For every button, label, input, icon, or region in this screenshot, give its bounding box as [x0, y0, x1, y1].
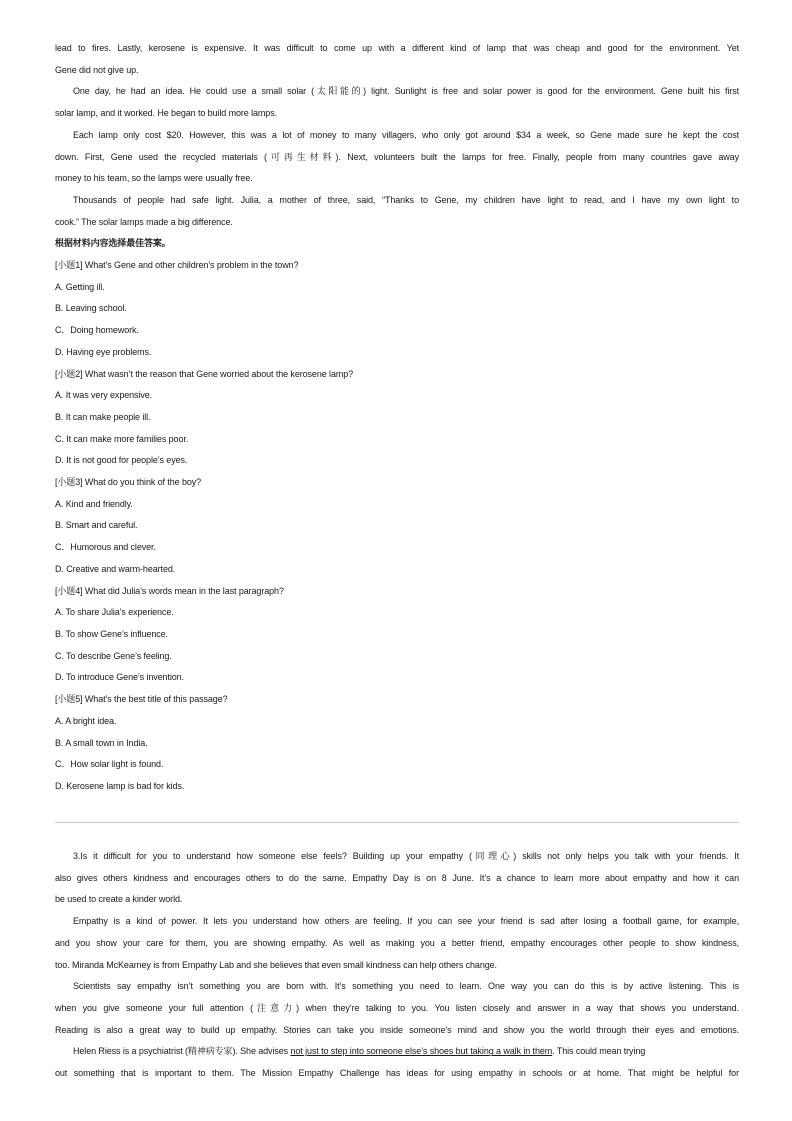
option: C. It can make more families poor.	[55, 433, 189, 444]
question-stem: [小题2] What wasn’t the reason that Gene worried about the kerosene lamp?	[55, 368, 354, 379]
option: A. It was very expensive.	[55, 390, 153, 401]
passage-line: out something that is important to them. The Mission Empathy Challenge has ideas for using empathy in schools or at home. That might be helpful for	[55, 1068, 739, 1079]
passage-line: 3.Is it difficult for you to understand how someone else feels? Building up your empathy (同理心) skills not only helps you talk with your friends. It	[73, 851, 739, 861]
question-stem: [小题5] What’s the best title of this passage?	[55, 694, 228, 705]
passage-line: also gives others kindness and encourages others to do the same. Empathy Day is on 8 June. It’s a chance to learn more about empathy and how it can	[55, 872, 739, 883]
question-5	[55, 689, 739, 798]
question-1	[55, 255, 739, 364]
passage-line: be used to create a kinder world.	[55, 894, 183, 905]
option: D. Kerosene lamp is bad for kids.	[55, 780, 185, 791]
line-text: Helen Riess is a psychiatrist (精神病专家). She advises	[73, 1046, 291, 1057]
option: D. To introduce Gene’s invention.	[55, 672, 184, 683]
option: D. It is not good for people’s eyes.	[55, 455, 188, 466]
passage-line: down. First, Gene used the recycled materials (可再生材料). Next, volunteers built the lamps for free. Finally, people from many countries gave away	[55, 151, 739, 162]
passage-line: Empathy is a kind of power. It lets you understand how others are feeling. If you can see your friend is sad after losing a football game, for example,	[73, 916, 739, 927]
passage-line: cook.” The solar lamps made a big difference.	[55, 216, 233, 227]
instruction: 根据材料内容选择最佳答案。	[55, 238, 171, 249]
question-stem: [小题3] What do you think of the boy?	[55, 477, 202, 488]
option: B. Leaving school.	[55, 303, 127, 314]
passage-line: and you show your care for them, you are showing empathy. As well as making you a better friend, empathy encourages other people to show kindness,	[55, 937, 739, 948]
option: C．Doing homework.	[55, 325, 139, 336]
option: B. It can make people ill.	[55, 411, 151, 422]
passage-line: solar lamp, and it worked. He began to build more lamps.	[55, 108, 278, 119]
option: C．Humorous and clever.	[55, 542, 156, 553]
option: A. Getting ill.	[55, 281, 105, 292]
option: A. To share Julia’s experience.	[55, 607, 174, 618]
passage-line: Scientists say empathy isn’t something you are born with. It’s something you need to learn. One way you can do this is by active listening. This is	[73, 981, 739, 992]
option: C. To describe Gene’s feeling.	[55, 650, 172, 661]
option: B. A small town in India.	[55, 737, 148, 748]
passage-line: when you give someone your full attention (注意力) when they’re talking to you. You listen closely and answer in a way that shows you understand.	[55, 1002, 739, 1013]
passage-line: Each lamp only cost $20. However, this was a lot of money to many villagers, who only got around $34 a week, so Gene made sure he kept the cost	[73, 129, 739, 140]
passage-line: One day, he had an idea. He could use a small solar (太阳能的) light. Sunlight is free and solar power is good for the environment. Gene built his first	[73, 86, 739, 97]
question-2	[55, 364, 739, 473]
option: A. Kind and friendly.	[55, 498, 133, 509]
option: C．How solar light is found.	[55, 759, 164, 770]
question-stem: [小题1] What’s Gene and other children’s problem in the town?	[55, 260, 299, 271]
passage-line	[55, 1041, 739, 1063]
underlined-phrase: not just to step into someone else’s shoes but taking a walk in them	[290, 1046, 553, 1057]
passage-line: Gene did not give up.	[55, 64, 139, 75]
passage-3	[55, 846, 739, 1085]
question-3	[55, 472, 739, 581]
option: D. Creative and warm-hearted.	[55, 563, 176, 574]
question-4	[55, 581, 739, 690]
section-divider	[55, 822, 739, 823]
passage-line: too. Miranda McKearney is from Empathy Lab and she believes that even small kindness can help others change.	[55, 959, 497, 970]
option: B. To show Gene’s influence.	[55, 628, 168, 639]
option: D. Having eye problems.	[55, 346, 152, 357]
line-text: . This could mean trying	[552, 1046, 646, 1057]
passage-line: lead to fires. Lastly, kerosene is expensive. It was difficult to come up with a different kind of lamp that was cheap and good for the environment. Yet	[55, 43, 739, 53]
passage-line: Thousands of people had safe light. Julia, a mother of three, said, “Thanks to Gene, my children have light to read, and I have my own light to	[73, 194, 739, 205]
option: A. A bright idea.	[55, 715, 117, 726]
passage-line: money to his team, so the lamps were usually free.	[55, 173, 253, 184]
option: B. Smart and careful.	[55, 520, 138, 531]
question-stem: [小题4] What did Julia’s words mean in the last paragraph?	[55, 585, 284, 596]
passage-end	[55, 38, 739, 798]
passage-line: Reading is also a great way to build up empathy. Stories can take you inside someone’s mind and show you the world through their eyes and emotions.	[55, 1024, 739, 1035]
